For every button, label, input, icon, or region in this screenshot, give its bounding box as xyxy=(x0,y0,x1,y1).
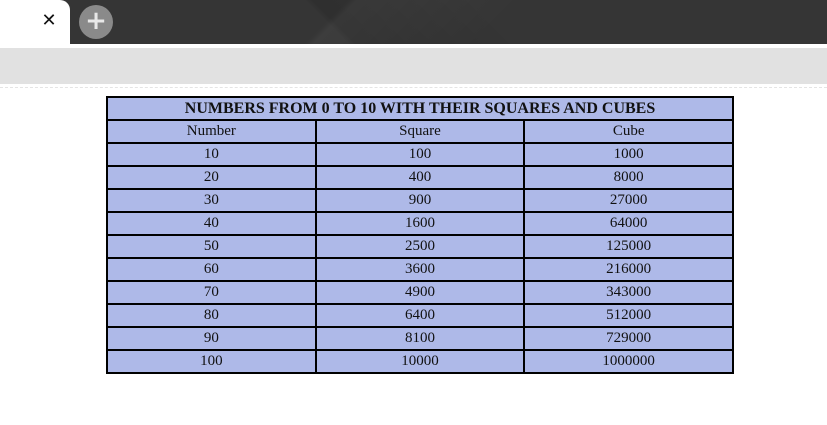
toolbar-divider xyxy=(0,87,827,88)
table-row xyxy=(108,190,732,211)
cell-cube: 125000 xyxy=(525,236,732,257)
cell-square: 4900 xyxy=(317,282,524,303)
address-bar[interactable] xyxy=(0,48,827,84)
cell-number: 10 xyxy=(108,144,315,165)
cell-number: 50 xyxy=(108,236,315,257)
close-icon[interactable]: ✕ xyxy=(41,10,57,31)
cell-square: 2500 xyxy=(317,236,524,257)
cell-square: 8100 xyxy=(317,328,524,349)
cell-cube: 1000000 xyxy=(525,351,732,372)
squares-cubes-table xyxy=(106,96,734,374)
table-row xyxy=(108,167,732,188)
column-header-number: Number xyxy=(108,121,315,142)
column-header-cube: Cube xyxy=(525,121,732,142)
cell-cube: 216000 xyxy=(525,259,732,280)
table-row xyxy=(108,305,732,326)
cell-number: 30 xyxy=(108,190,315,211)
cell-number: 70 xyxy=(108,282,315,303)
table-row xyxy=(108,328,732,349)
cell-cube: 1000 xyxy=(525,144,732,165)
cell-number: 100 xyxy=(108,351,315,372)
cell-square: 6400 xyxy=(317,305,524,326)
new-tab-button[interactable]: + xyxy=(79,5,113,39)
cell-cube: 512000 xyxy=(525,305,732,326)
cell-number: 40 xyxy=(108,213,315,234)
table-row xyxy=(108,259,732,280)
cell-square: 1600 xyxy=(317,213,524,234)
cell-cube: 27000 xyxy=(525,190,732,211)
cell-cube: 64000 xyxy=(525,213,732,234)
tab-strip xyxy=(0,0,827,44)
cell-square: 3600 xyxy=(317,259,524,280)
cell-cube: 729000 xyxy=(525,328,732,349)
cell-square: 10000 xyxy=(317,351,524,372)
cell-number: 80 xyxy=(108,305,315,326)
cell-cube: 343000 xyxy=(525,282,732,303)
cell-number: 60 xyxy=(108,259,315,280)
active-tab[interactable] xyxy=(0,0,70,44)
cell-square: 100 xyxy=(317,144,524,165)
cell-square: 900 xyxy=(317,190,524,211)
table-row xyxy=(108,351,732,372)
cell-number: 20 xyxy=(108,167,315,188)
table-row xyxy=(108,144,732,165)
table-row xyxy=(108,282,732,303)
table-row xyxy=(108,213,732,234)
table-title: NUMBERS FROM 0 TO 10 WITH THEIR SQUARES AND CUBES xyxy=(108,98,732,119)
cell-square: 400 xyxy=(317,167,524,188)
cell-number: 90 xyxy=(108,328,315,349)
table-row xyxy=(108,236,732,257)
column-header-square: Square xyxy=(317,121,524,142)
cell-cube: 8000 xyxy=(525,167,732,188)
